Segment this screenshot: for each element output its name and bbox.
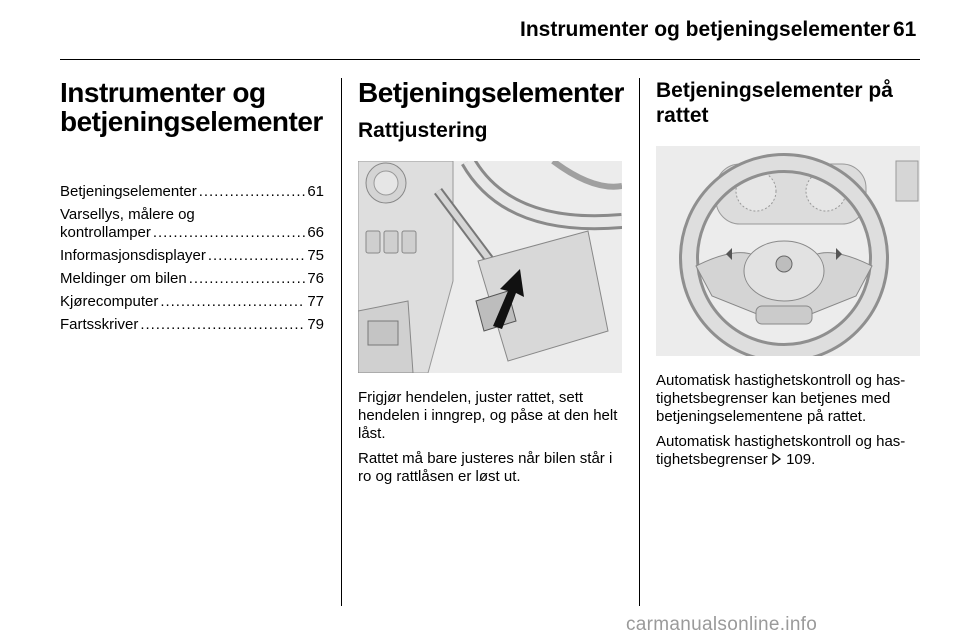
page-reference[interactable]: 109. (786, 451, 816, 468)
steering-wheel-illustration (656, 146, 920, 356)
steering-adjust-column (358, 78, 622, 493)
paragraph: Automatisk hastighetskontroll og has-tighetsbegrenser 109. (656, 433, 906, 468)
paragraph: Rattet må bare justeres når bilen står i ro og rattlåsen er løst ut. (358, 450, 613, 485)
page-header-title: Instrumenter og betjeningselementer (520, 18, 890, 41)
page-reference-arrow-icon[interactable] (772, 451, 786, 468)
steering-column-lever-illustration (358, 161, 622, 373)
toc-entry[interactable]: Fartsskriver . . . 79 (60, 316, 324, 334)
toc-entry[interactable]: Betjeningselementer . . . 61 (60, 183, 324, 201)
watermark: carmanualsonline.info (626, 614, 818, 635)
column-divider-2 (639, 78, 640, 606)
toc-entry[interactable]: Meldinger om bilen . . . 76 (60, 270, 324, 288)
toc-entry[interactable]: Varsellys, målere og kontrollamper . . . 66 (60, 206, 324, 242)
page-number: 61 (893, 18, 917, 41)
column-divider-1 (341, 78, 342, 606)
toc-entry[interactable]: Informasjonsdisplayer . . . 75 (60, 247, 324, 265)
chapter-title: Instrumenter og betjeningselementer (60, 77, 323, 137)
chapter-column (60, 78, 324, 339)
subsection-heading: Rattjustering (358, 119, 488, 142)
paragraph: Automatisk hastighetskontroll og has-tighetsbegrenser kan betjenes med betjeningselementene på rattet. (656, 372, 906, 425)
toc-entry[interactable]: Kjørecomputer . . . 77 (60, 293, 324, 311)
steering-controls-column (656, 78, 920, 476)
header-rule (60, 59, 920, 60)
paragraph: Frigjør hendelen, juster rattet, sett hendelen i inngrep, og påse at den helt låst. (358, 389, 618, 442)
table-of-contents (60, 183, 324, 334)
section-heading: Betjeningselementer (358, 77, 624, 108)
section-heading: Betjeningselementer på rattet (656, 79, 893, 127)
